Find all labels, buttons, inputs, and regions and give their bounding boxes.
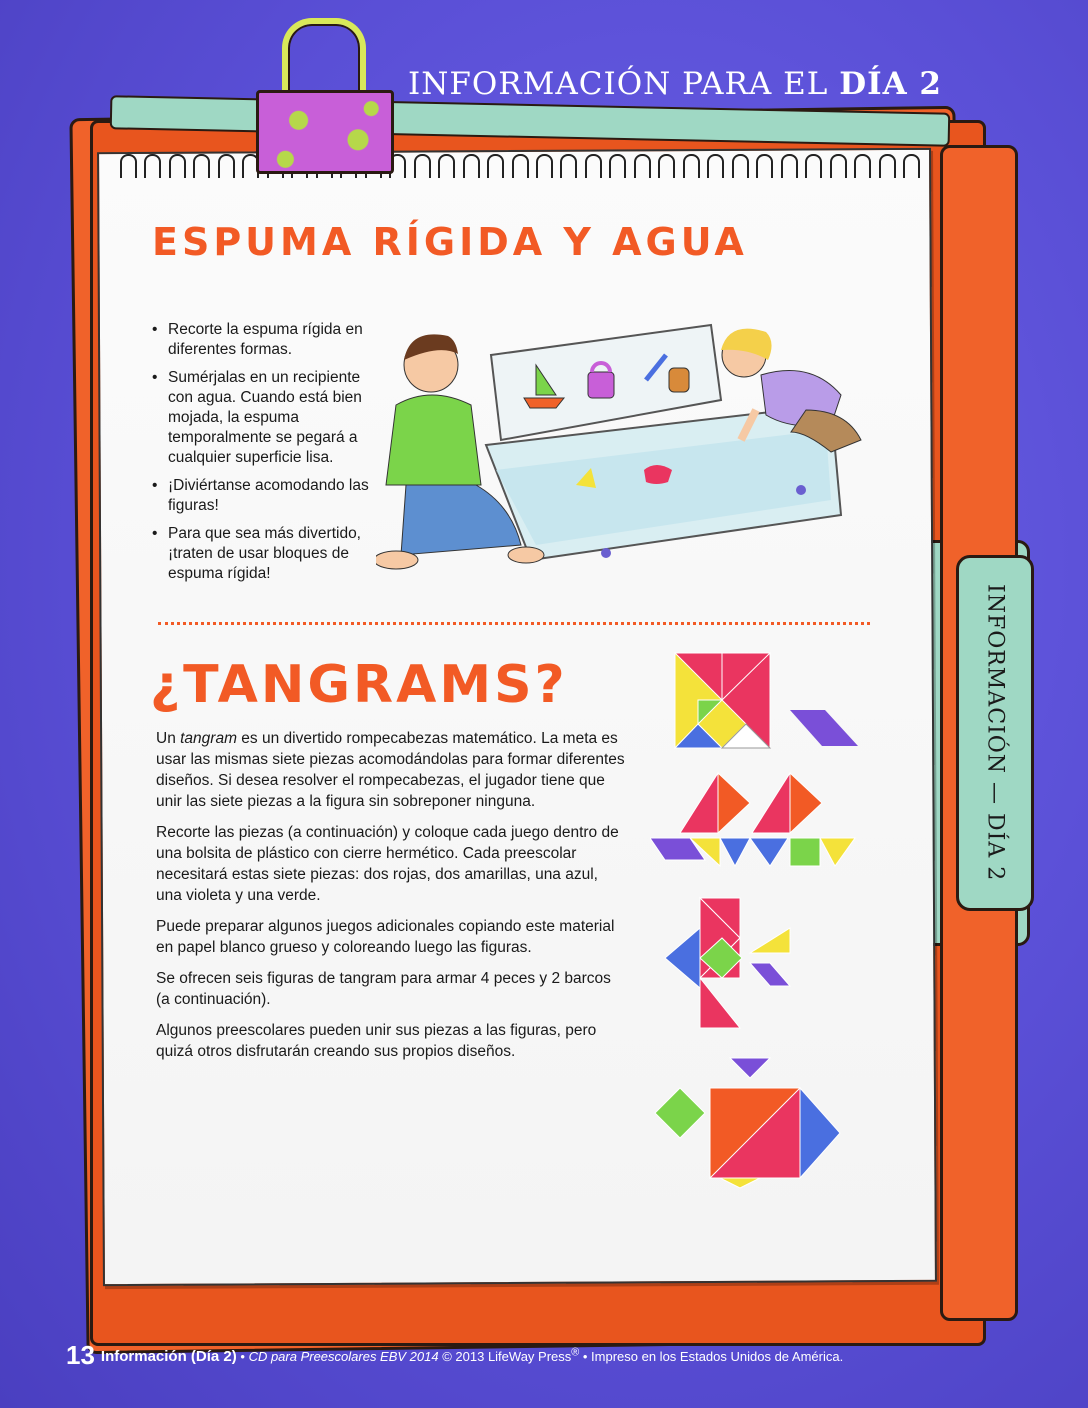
- paragraph: Algunos preescolares pueden unir sus piezas a las figuras, pero quizá otros disfrutarán creando sus propios diseños.: [156, 1022, 597, 1060]
- tangram-figures: [650, 648, 865, 1193]
- tangram-parallelogram-icon: [790, 710, 858, 746]
- header-title-day: DÍA 2: [839, 66, 942, 102]
- list-item: • Sumérjalas en un recipiente con agua. Cuando está bien mojada, la espuma temporalmente se pegará a cualquier superficie lisa.: [152, 368, 387, 468]
- list-item: • Para que sea más divertido, ¡traten de usar bloques de espuma rígida!: [152, 524, 387, 584]
- paragraph: Un tangram es un divertido rompecabezas matemático. La meta es usar las mismas siete piezas acomodándolas para formar diferentes diseños. Si desea resolver el rompecabezas, el jugador tiene que unir las siete piezas a la figura sin sobreponer ninguna.: [156, 730, 625, 810]
- side-tab: [956, 555, 1034, 911]
- section-title-espuma: ESPUMA RÍGIDA Y AGUA: [152, 220, 748, 264]
- section-divider: [158, 622, 870, 625]
- page-number: 13: [66, 1340, 95, 1370]
- children-playing-illustration: [376, 310, 896, 590]
- side-tab-label: INFORMACIÓN — DÍA 2: [982, 584, 1008, 882]
- tangram-description: [156, 728, 626, 1072]
- binder-clip-icon: [256, 90, 394, 174]
- paragraph: Recorte las piezas (a continuación) y coloque cada juego dentro de una bolsita de plástico con cierre hermético. Cada preescolar necesitará estas siete piezas: dos rojas, dos amarillas, una azul, una violeta y una verde.: [156, 824, 619, 904]
- header-title-prefix: INFORMACIÓN PARA EL: [408, 66, 840, 102]
- footer-product: CD para Preescolares EBV 2014: [248, 1349, 439, 1364]
- tangram-fish-icon: [665, 898, 790, 1028]
- footer-section: Información (Día 2): [100, 1348, 237, 1365]
- list-item: • ¡Diviértanse acomodando las figuras!: [152, 476, 387, 516]
- tangram-square-set-icon: [675, 653, 770, 748]
- tangram-boats-icon: [650, 773, 855, 866]
- section-title-tangrams: ¿TANGRAMS?: [150, 655, 568, 715]
- spiral-binding: [120, 150, 920, 180]
- paragraph: Puede preparar algunos juegos adicionales copiando este material en papel blanco grueso y coloreando luego las figuras.: [156, 918, 615, 956]
- tangram-fish-square-icon: [655, 1058, 840, 1188]
- paragraph: Se ofrecen seis figuras de tangram para armar 4 peces y 2 barcos (a continuación).: [156, 970, 611, 1008]
- page-footer: 13 Información (Día 2) • CD para Preescolares EBV 2014 © 2013 LifeWay Press® • Impreso en los Estados Unidos de América.: [66, 1340, 844, 1370]
- instructions-list: [152, 320, 387, 592]
- footer-copyright: © 2013 LifeWay Press: [438, 1349, 572, 1364]
- footer-printed: Impreso en los Estados Unidos de América.: [591, 1349, 844, 1364]
- list-item: • Recorte la espuma rígida en diferentes formas.: [152, 320, 387, 360]
- page-header-title: [408, 66, 942, 102]
